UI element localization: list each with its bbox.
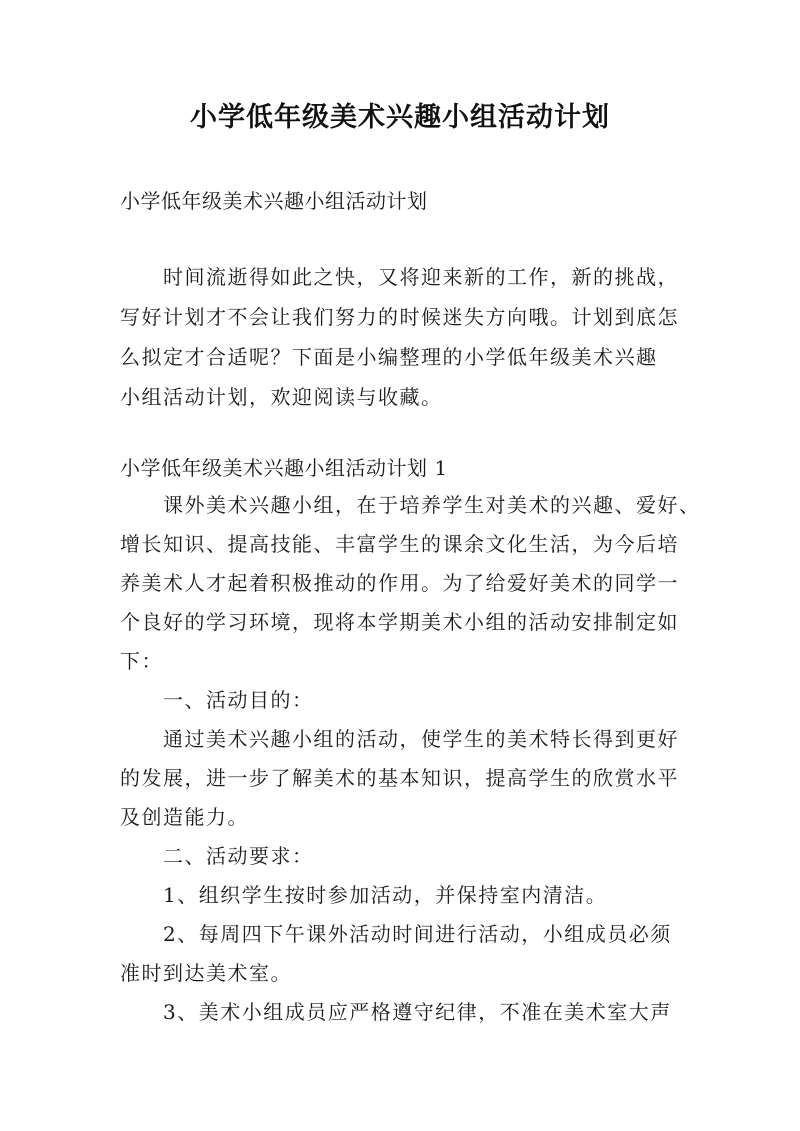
body-line: 个良好的学习环境，现将本学期美术小组的活动安排制定如 bbox=[120, 610, 679, 634]
document-title: 小学低年级美术兴趣小组活动计划 bbox=[190, 102, 610, 133]
body-line: 的发展，进一步了解美术的基本知识，提高学生的欣赏水平 bbox=[120, 766, 679, 790]
body-line: 通过美术兴趣小组的活动，使学生的美术特长得到更好 bbox=[120, 727, 679, 751]
section-heading: 小学低年级美术兴趣小组活动计划 1 bbox=[120, 456, 448, 480]
body-line: 课外美术兴趣小组，在于培养学生对美术的兴趣、爱好、 bbox=[120, 493, 701, 517]
list-item: 3、美术小组成员应严格遵守纪律，不准在美术室大声 bbox=[120, 1000, 672, 1024]
section-label: 一、活动目的： bbox=[120, 688, 314, 712]
body-line: 下： bbox=[120, 649, 163, 673]
body-line: 增长知识、提高技能、丰富学生的课余文化生活，为今后培 bbox=[120, 532, 679, 556]
body-line: 准时到达美术室。 bbox=[120, 961, 292, 985]
section-label: 二、活动要求： bbox=[120, 844, 314, 868]
document-subtitle: 小学低年级美术兴趣小组活动计划 bbox=[120, 189, 428, 213]
intro-line: 时间流逝得如此之快，又将迎来新的工作，新的挑战， bbox=[120, 265, 679, 289]
list-item: 1、组织学生按时参加活动，并保持室内清洁。 bbox=[120, 883, 608, 907]
intro-line: 写好计划才不会让我们努力的时候迷失方向哦。计划到底怎 bbox=[120, 305, 679, 329]
intro-line: 么拟定才合适呢？下面是小编整理的小学低年级美术兴趣 bbox=[120, 345, 658, 369]
list-item: 2、每周四下午课外活动时间进行活动，小组成员必须 bbox=[120, 922, 672, 946]
intro-line: 小组活动计划，欢迎阅读与收藏。 bbox=[120, 385, 443, 409]
body-line: 及创造能力。 bbox=[120, 805, 249, 829]
body-line: 养美术人才起着积极推动的作用。为了给爱好美术的同学一 bbox=[120, 571, 679, 595]
